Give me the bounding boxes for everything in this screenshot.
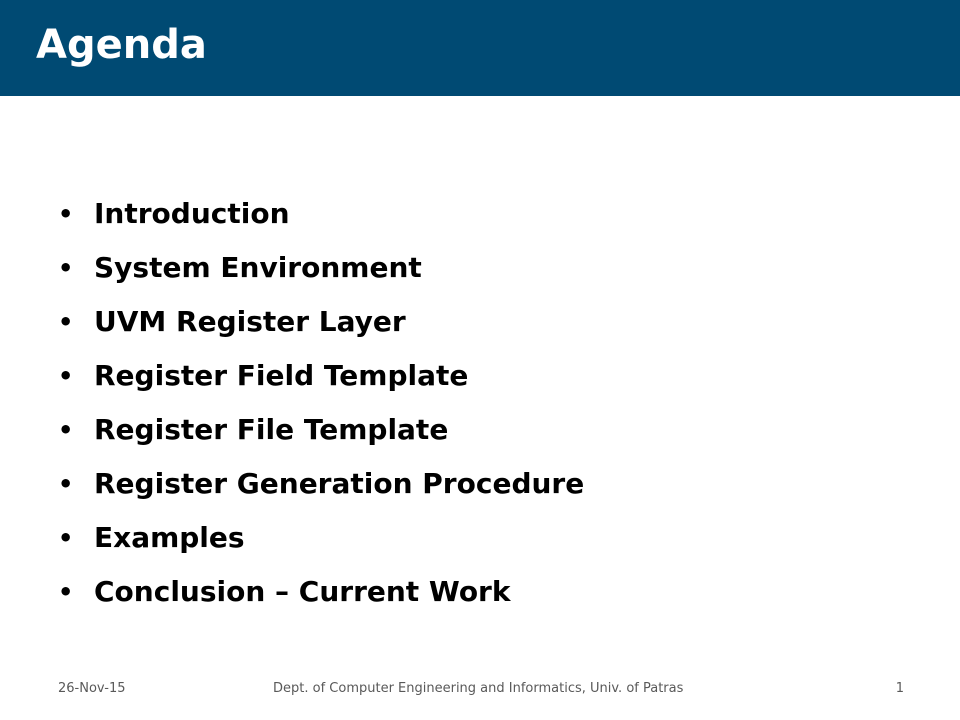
agenda-item-label: Introduction (94, 197, 290, 230)
agenda-item-conclusion-current-work (58, 565, 878, 619)
agenda-item-examples (58, 511, 878, 565)
agenda-list (58, 187, 878, 619)
bullet-icon: • (58, 470, 74, 498)
agenda-item-introduction (58, 187, 878, 241)
agenda-item-uvm-register-layer (58, 295, 878, 349)
bullet-icon: • (58, 362, 74, 390)
bullet-icon: • (58, 524, 74, 552)
agenda-item-label: Register Generation Procedure (94, 467, 585, 500)
slide-title: Agenda (36, 22, 207, 68)
bullet-icon: • (58, 416, 74, 444)
agenda-item-label: UVM Register Layer (94, 305, 406, 338)
title-bar (0, 0, 960, 96)
agenda-item-label: Conclusion – Current Work (94, 575, 511, 608)
agenda-item-label: Examples (94, 521, 245, 554)
bullet-icon: • (58, 200, 74, 228)
agenda-item-label: Register File Template (94, 413, 449, 446)
agenda-item-label: System Environment (94, 251, 422, 284)
agenda-item-label: Register Field Template (94, 359, 469, 392)
agenda-item-register-field-template (58, 349, 878, 403)
bullet-icon: • (58, 254, 74, 282)
agenda-item-register-generation-procedure (58, 457, 878, 511)
slide-footer (0, 678, 960, 700)
agenda-item-system-environment (58, 241, 878, 295)
footer-page-number: 1 (895, 681, 904, 696)
bullet-icon: • (58, 308, 74, 336)
bullet-icon: • (58, 578, 74, 606)
footer-date: 26-Nov-15 (58, 681, 126, 696)
footer-department: Dept. of Computer Engineering and Informatics, Univ. of Patras (273, 681, 684, 696)
agenda-item-register-file-template (58, 403, 878, 457)
